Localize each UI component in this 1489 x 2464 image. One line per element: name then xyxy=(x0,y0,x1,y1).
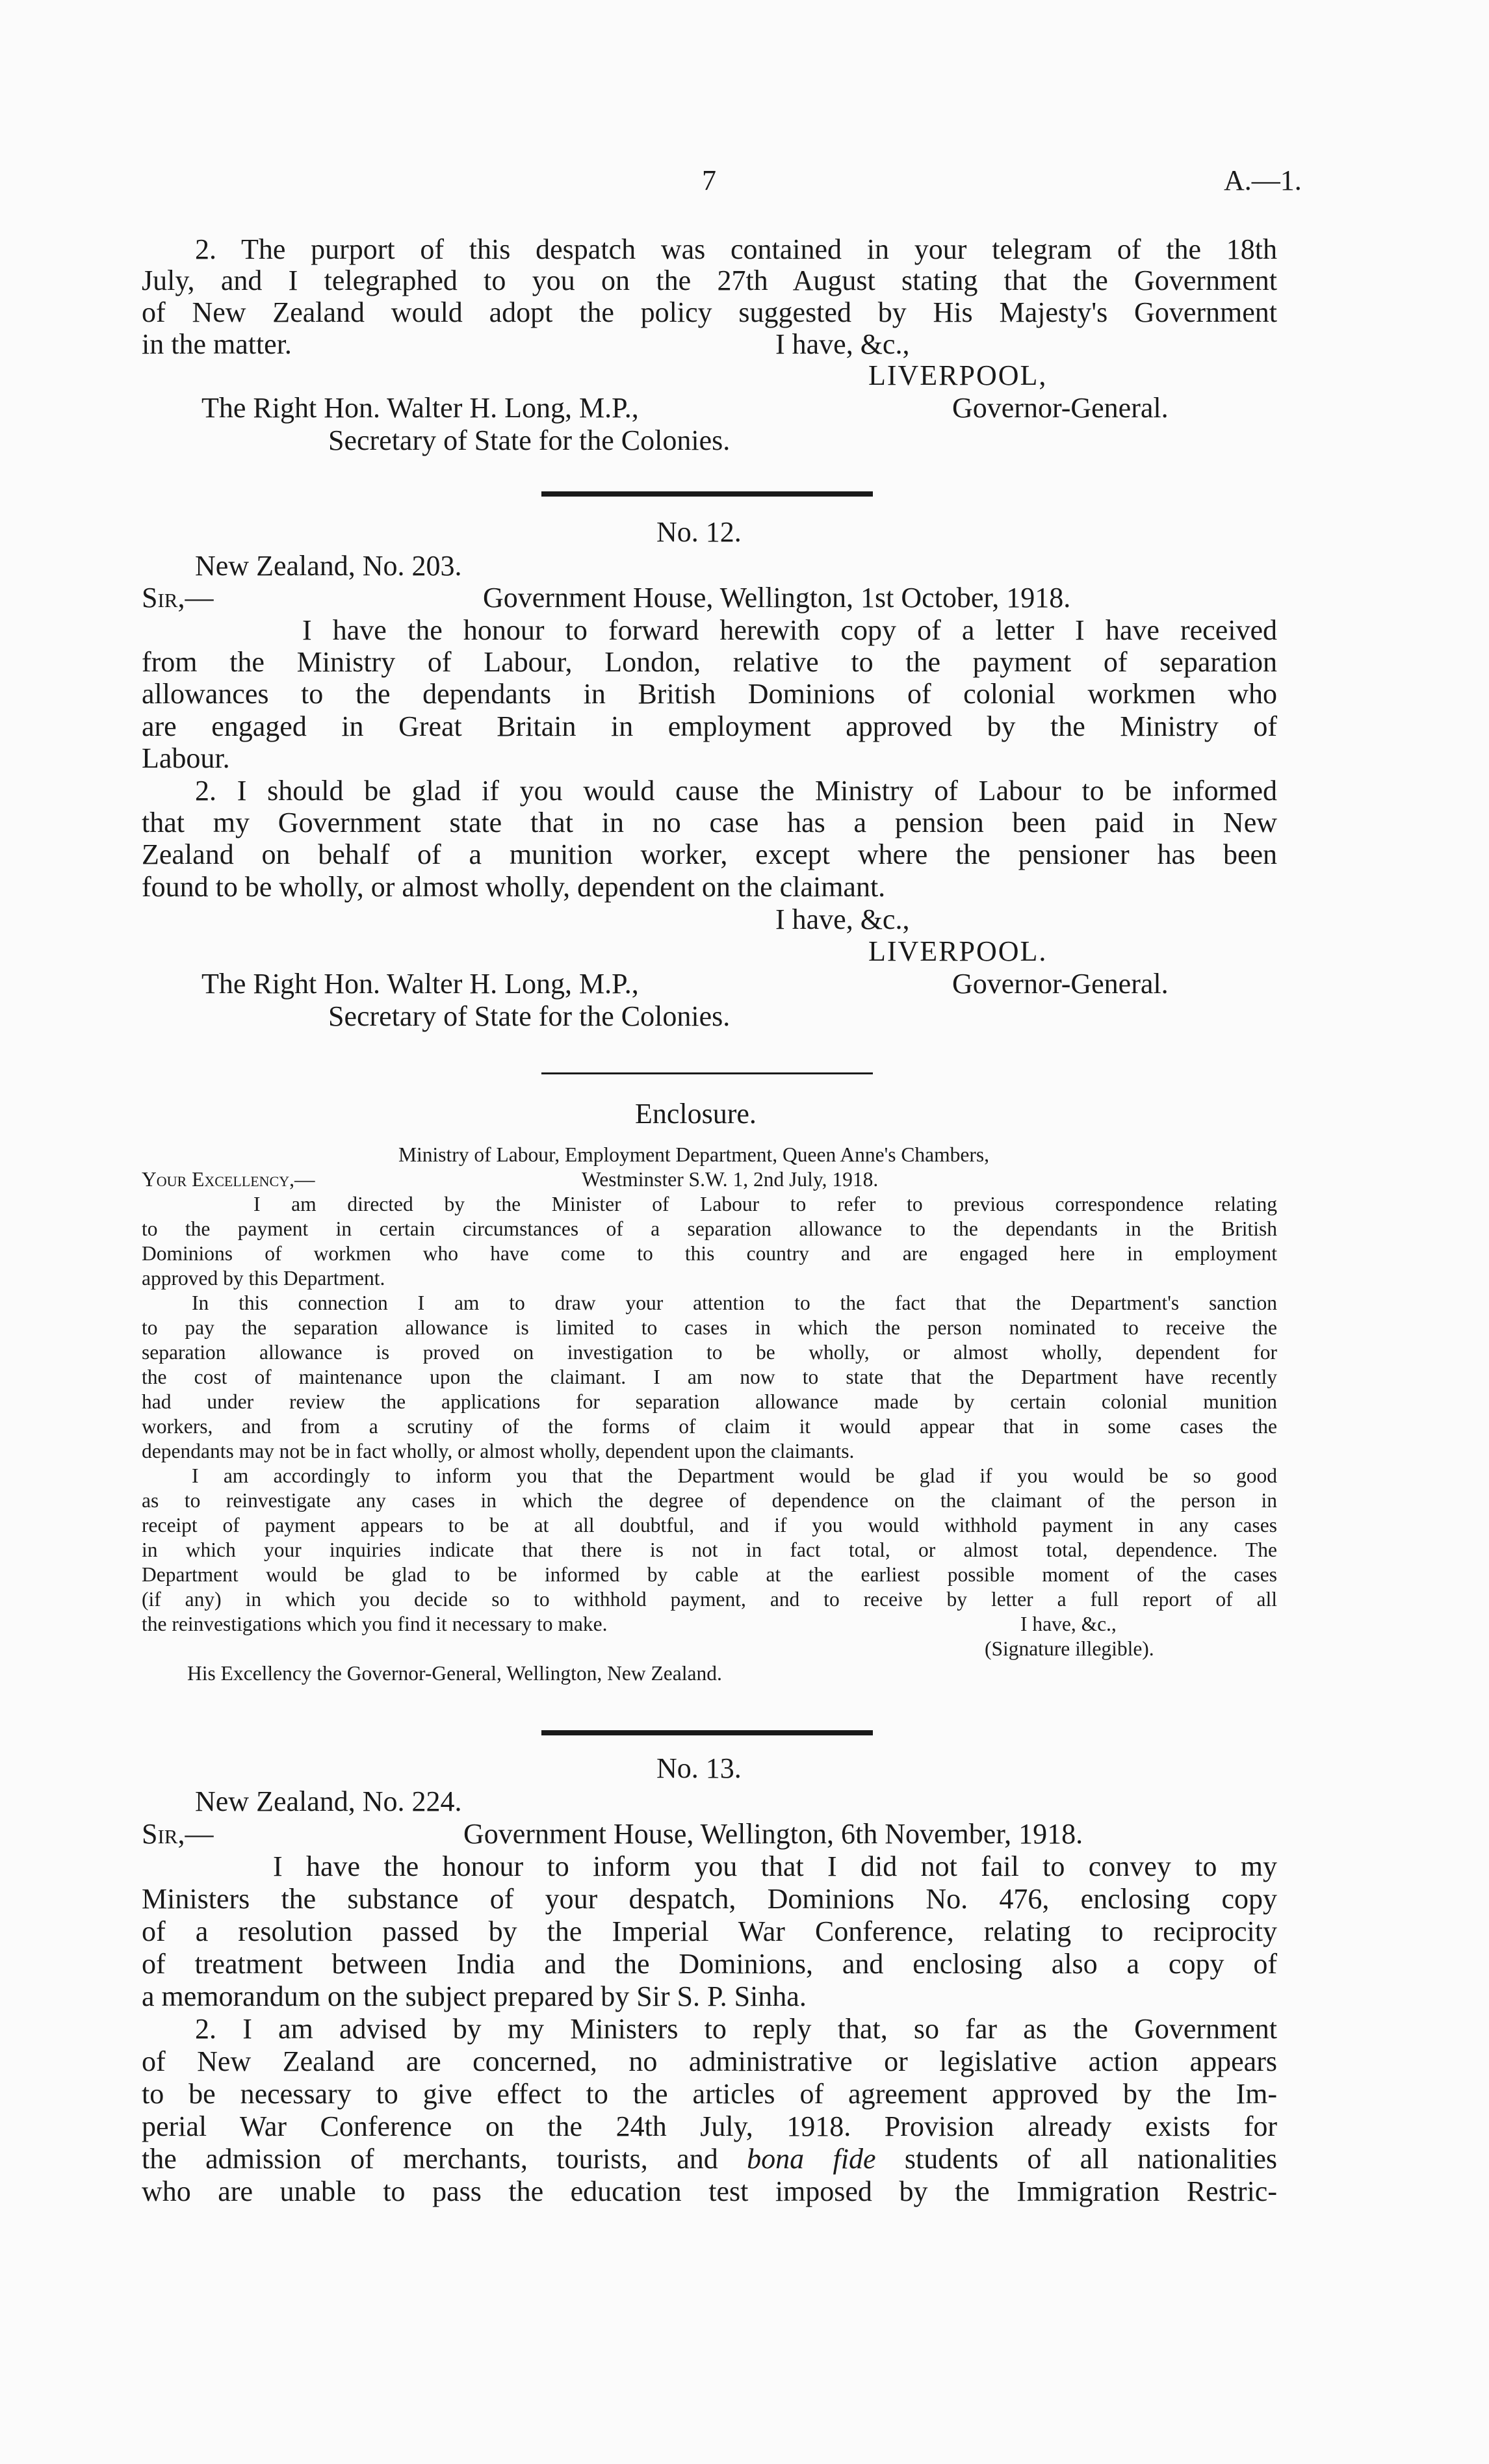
paragraph-line: to pay the separation allowance is limited to cases in which the person nominated to receive the xyxy=(142,1316,1277,1339)
addressee-office: Secretary of State for the Colonies. xyxy=(328,1000,731,1032)
paragraph-line: perial War Conference on the 24th July, 1918. Provision already exists for xyxy=(142,2110,1277,2142)
paragraph-line: the cost of maintenance upon the claimant. I am now to state that the Department have recently xyxy=(142,1366,1277,1388)
addressee: The Right Hon. Walter H. Long, M.P., xyxy=(201,968,639,1000)
italic-phrase: bona fide xyxy=(747,2143,876,2175)
paragraph-line: a memorandum on the subject prepared by Sir S. P. Sinha. xyxy=(142,1980,807,2012)
paragraph-line: of treatment between India and the Dominions, and enclosing also a copy of xyxy=(142,1948,1277,1980)
enclosure-address: Ministry of Labour, Employment Department, Queen Anne's Chambers, xyxy=(398,1143,989,1166)
signature: (Signature illegible). xyxy=(985,1637,1154,1660)
paragraph-line: dependants may not be in fact wholly, or almost wholly, dependent upon the claimants. xyxy=(142,1440,855,1462)
page-number: 7 xyxy=(702,164,716,196)
despatch-number: No. 12. xyxy=(656,516,742,548)
salutation: Sir,— xyxy=(142,1818,214,1850)
paragraph-line: in which your inquiries indicate that there is not in fact total, or almost total, dependence. The xyxy=(142,1538,1277,1561)
paragraph-line: are engaged in Great Britain in employment approved by the Ministry of xyxy=(142,710,1277,742)
signature: LIVERPOOL, xyxy=(868,359,1048,391)
paragraph-line: approved by this Department. xyxy=(142,1267,385,1290)
paragraph-line: as to reinvestigate any cases in which the degree of dependence on the claimant of the person in xyxy=(142,1489,1277,1512)
closing: I have, &c., xyxy=(1020,1613,1117,1635)
salutation: Your Excellency,— xyxy=(142,1168,315,1191)
paragraph-line: to the payment in certain circumstances of a separation allowance to the dependants in the British xyxy=(142,1217,1277,1240)
paragraph-line: receipt of payment appears to be at all doubtful, and if you would withhold payment in any cases xyxy=(142,1514,1277,1537)
place-date: Government House, Wellington, 1st October, 1918. xyxy=(483,582,1071,614)
paragraph-line: Ministers the substance of your despatch, Dominions No. 476, enclosing copy xyxy=(142,1883,1277,1915)
place-date: Government House, Wellington, 6th November, 1918. xyxy=(463,1818,1083,1850)
paragraph-line: 2. I should be glad if you would cause the Ministry of Labour to be informed xyxy=(195,775,1277,807)
paragraph-line: of New Zealand would adopt the policy suggested by His Majesty's Government xyxy=(142,296,1277,328)
section-divider xyxy=(541,1730,873,1735)
paragraph-line: 2. I am advised by my Ministers to reply that, so far as the Government xyxy=(195,2013,1277,2045)
paragraph-line: workers, and from a scrutiny of the forms of claim it would appear that in some cases the xyxy=(142,1415,1277,1438)
paragraph-line: I have the honour to inform you that I did not fail to convey to my xyxy=(273,1850,1277,1882)
signatory-title: Governor-General. xyxy=(952,392,1169,424)
paragraph-line: Labour. xyxy=(142,742,230,774)
addressee: The Right Hon. Walter H. Long, M.P., xyxy=(201,392,639,424)
paragraph-line: that my Government state that in no case has a pension been paid in New xyxy=(142,807,1277,838)
paragraph-line: separation allowance is proved on investigation to be wholly, or almost wholly, dependent for xyxy=(142,1341,1277,1364)
paragraph-line: from the Ministry of Labour, London, relative to the payment of separation xyxy=(142,646,1277,678)
salutation: Sir,— xyxy=(142,582,214,614)
paragraph-line: who are unable to pass the education test imposed by the Immigration Restric- xyxy=(142,2175,1277,2207)
document-reference: A.—1. xyxy=(1224,164,1302,196)
paragraph-line: July, and I telegraphed to you on the 27th August stating that the Government xyxy=(142,265,1277,296)
paragraph-line: I am accordingly to inform you that the Department would be glad if you would be so good xyxy=(192,1464,1277,1487)
despatch-reference: New Zealand, No. 203. xyxy=(195,550,462,582)
paragraph-line: to be necessary to give effect to the articles of agreement approved by the Im- xyxy=(142,2078,1277,2110)
line-text: students of all nationalities xyxy=(904,2143,1278,2175)
paragraph-line: in the matter. xyxy=(142,328,292,360)
section-divider xyxy=(541,1072,873,1074)
signatory-title: Governor-General. xyxy=(952,968,1169,1000)
paragraph-line: In this connection I am to draw your attention to the fact that the Department's sanction xyxy=(192,1291,1277,1314)
closing: I have, &c., xyxy=(775,903,910,935)
paragraph-line: Department would be glad to be informed by cable at the earliest possible moment of the cases xyxy=(142,1563,1277,1586)
section-divider xyxy=(541,491,873,497)
paragraph-line: allowances to the dependants in British Dominions of colonial workmen who xyxy=(142,678,1277,710)
paragraph-line: Dominions of workmen who have come to this country and are engaged here in employment xyxy=(142,1242,1277,1265)
paragraph-line: Zealand on behalf of a munition worker, except where the pensioner has been xyxy=(142,838,1277,870)
paragraph-line xyxy=(142,2142,1277,2175)
addressee: His Excellency the Governor-General, Wellington, New Zealand. xyxy=(187,1662,722,1685)
paragraph-line: 2. The purport of this despatch was contained in your telegram of the 18th xyxy=(195,233,1277,265)
paragraph-line: had under review the applications for separation allowance made by certain colonial munition xyxy=(142,1390,1277,1413)
addressee-office: Secretary of State for the Colonies. xyxy=(328,424,731,456)
paragraph-line: of New Zealand are concerned, no administrative or legislative action appears xyxy=(142,2045,1277,2077)
closing: I have, &c., xyxy=(775,328,910,360)
paragraph-line: found to be wholly, or almost wholly, dependent on the claimant. xyxy=(142,871,886,903)
paragraph-line: the reinvestigations which you find it necessary to make. xyxy=(142,1613,608,1635)
enclosure-heading: Enclosure. xyxy=(635,1098,757,1130)
line-text: the admission of merchants, tourists, and xyxy=(142,2143,718,2175)
paragraph-line: I have the honour to forward herewith copy of a letter I have received xyxy=(302,614,1277,646)
despatch-number: No. 13. xyxy=(656,1752,742,1784)
paragraph-line: I am directed by the Minister of Labour to refer to previous correspondence relating xyxy=(253,1193,1277,1215)
paragraph-line: of a resolution passed by the Imperial War Conference, relating to reciprocity xyxy=(142,1915,1277,1947)
despatch-reference: New Zealand, No. 224. xyxy=(195,1785,462,1817)
enclosure-date: Westminster S.W. 1, 2nd July, 1918. xyxy=(582,1168,879,1191)
paragraph-line: (if any) in which you decide so to withhold payment, and to receive by letter a full report of all xyxy=(142,1588,1277,1611)
signature: LIVERPOOL. xyxy=(868,935,1048,967)
